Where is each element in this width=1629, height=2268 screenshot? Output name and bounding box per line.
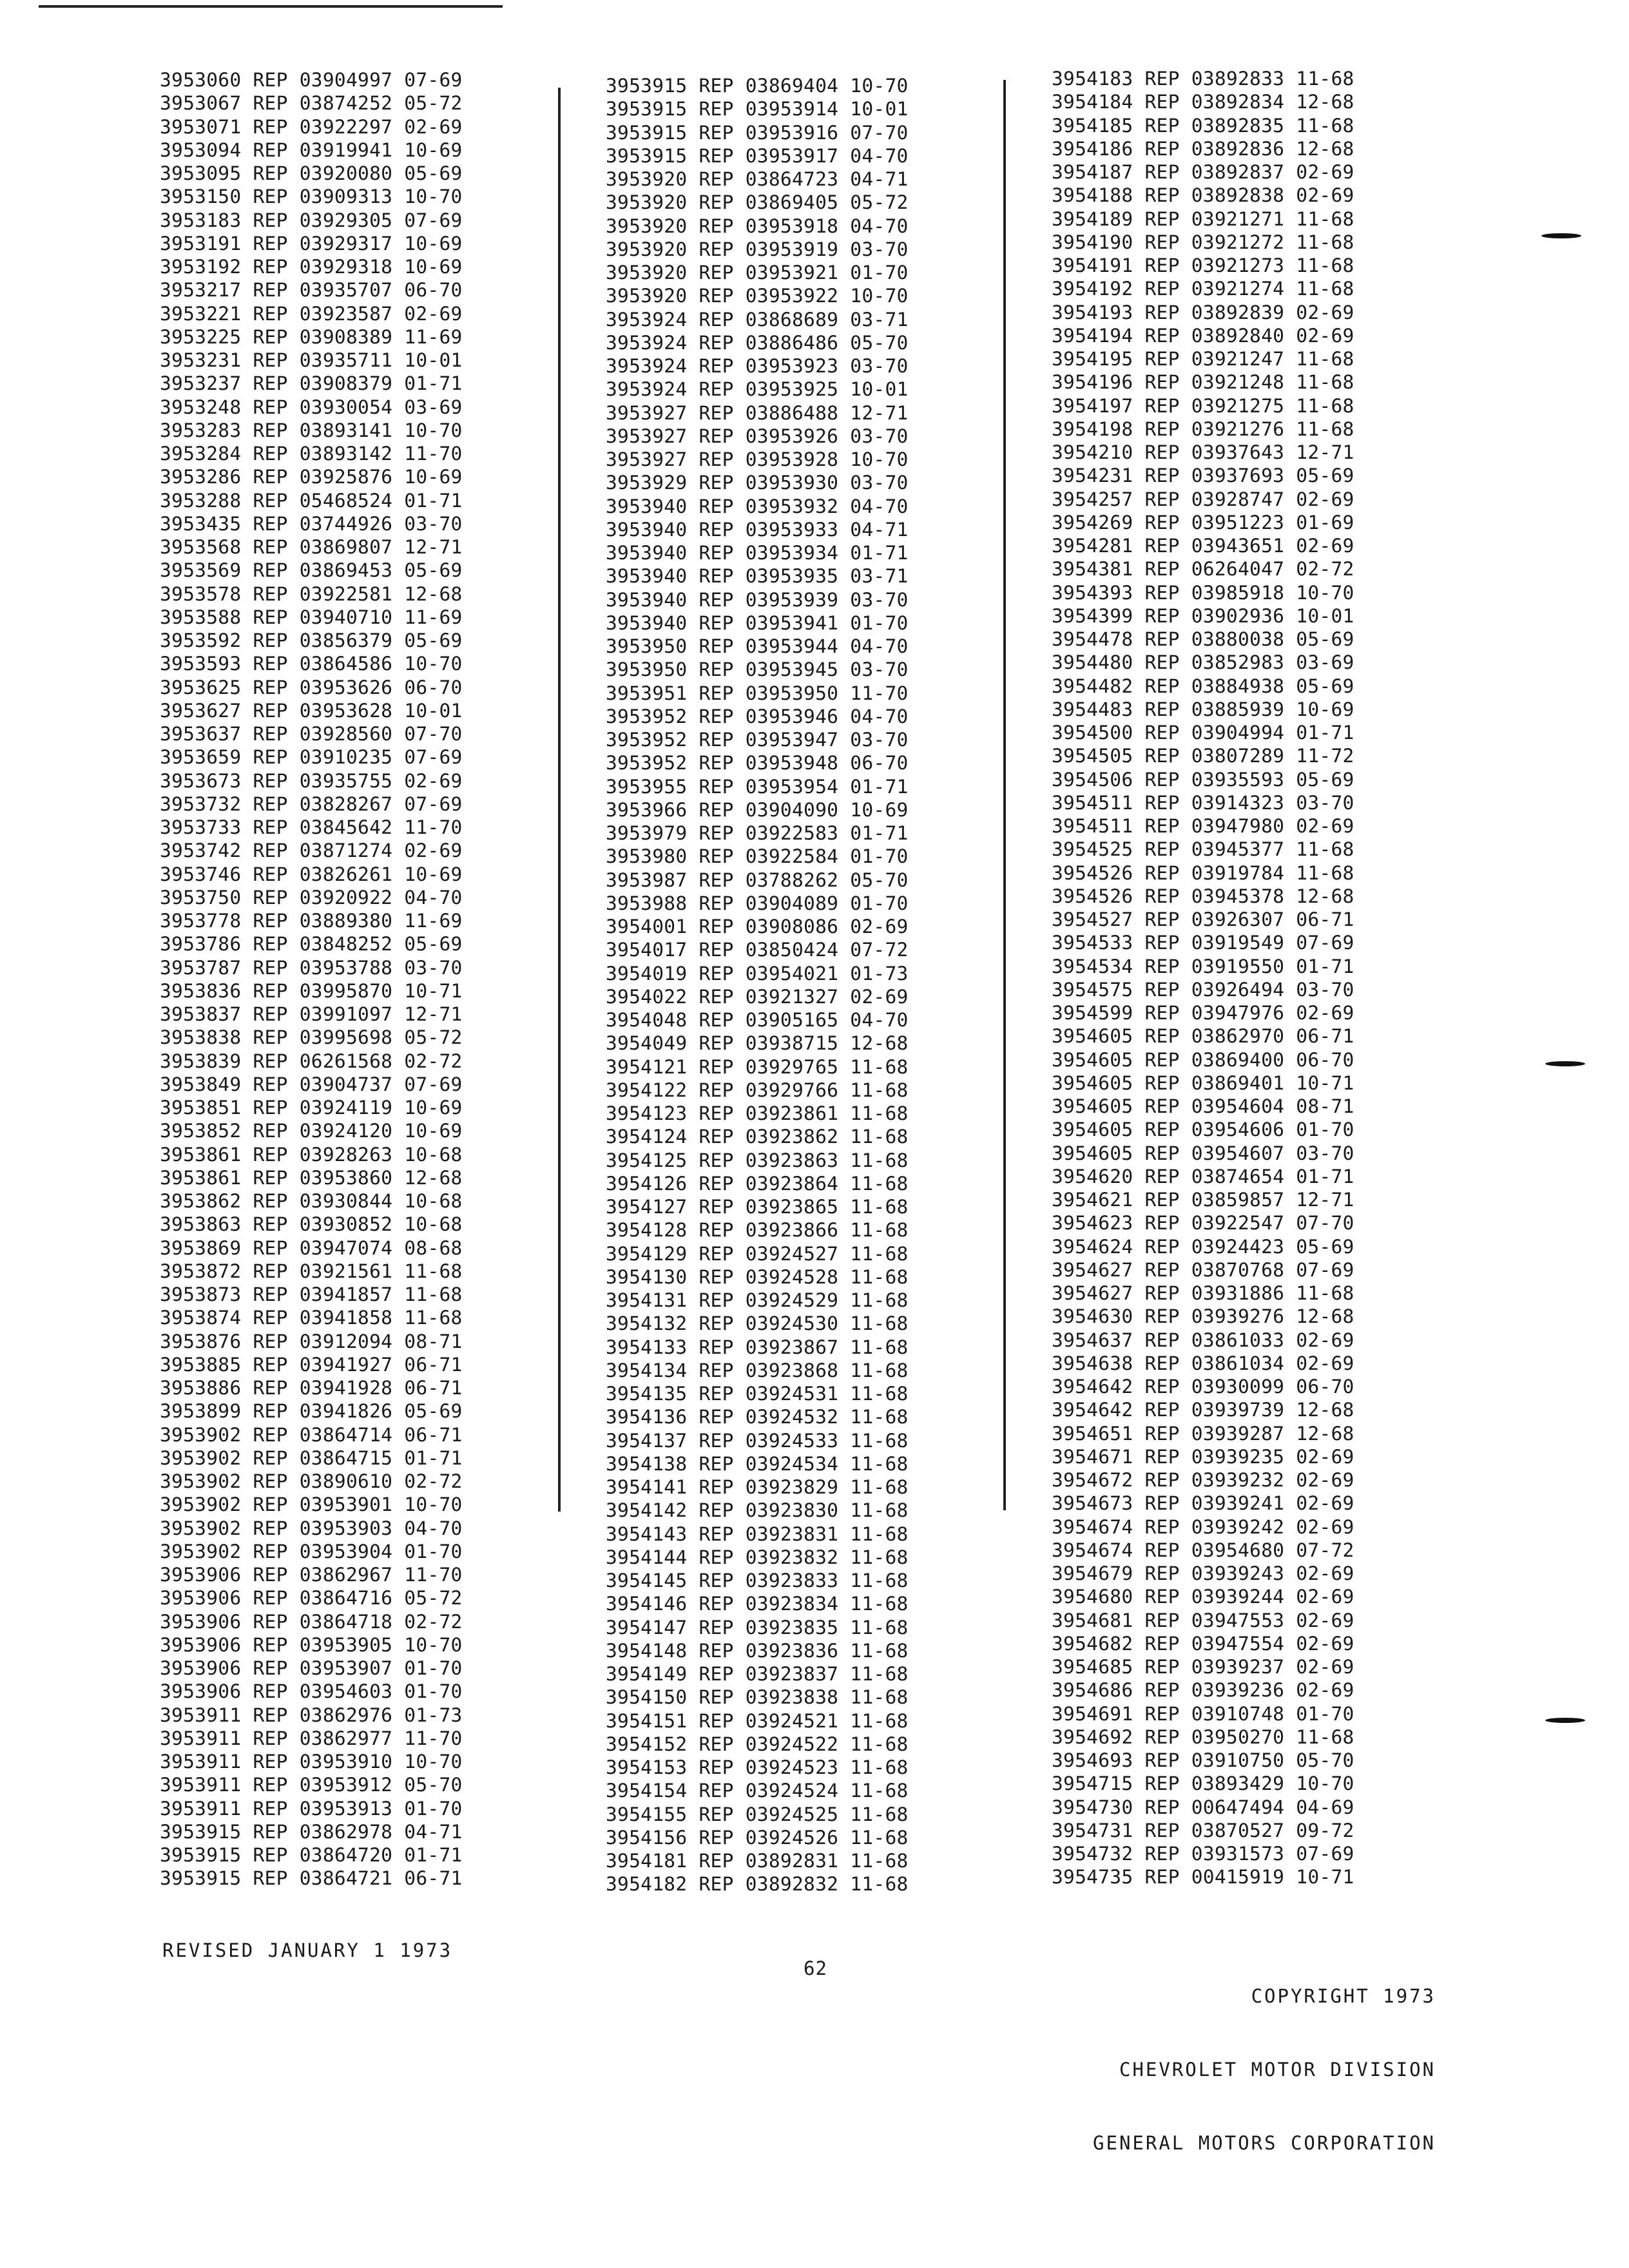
parts-entry: 3954122 REP 03929766 11-68 — [606, 1079, 909, 1101]
parts-entry: 3954715 REP 03893429 10-70 — [1052, 1773, 1354, 1795]
parts-entry: 3954149 REP 03923837 11-68 — [606, 1663, 909, 1685]
parts-entry: 3954144 REP 03923832 11-68 — [606, 1546, 909, 1568]
parts-entry: 3953906 REP 03864716 05-72 — [160, 1587, 463, 1610]
parts-entry: 3954197 REP 03921275 11-68 — [1052, 394, 1354, 417]
parts-entry: 3954017 REP 03850424 07-72 — [606, 939, 909, 961]
parts-entry: 3953288 REP 05468524 01-71 — [160, 489, 463, 512]
parts-entry: 3953955 REP 03953954 01-71 — [606, 775, 909, 798]
parts-entry: 3954506 REP 03935593 05-69 — [1052, 768, 1354, 791]
parts-entry: 3954685 REP 03939237 02-69 — [1052, 1656, 1354, 1678]
parts-entry: 3954399 REP 03902936 10-01 — [1052, 604, 1354, 627]
parts-entry: 3954680 REP 03939244 02-69 — [1052, 1586, 1354, 1608]
parts-entry: 3953284 REP 03893142 11-70 — [160, 443, 463, 465]
parts-entry: 3954133 REP 03923867 11-68 — [606, 1336, 909, 1358]
parts-entry: 3954257 REP 03928747 02-69 — [1052, 488, 1354, 510]
parts-entry: 3953915 REP 03953916 07-70 — [606, 121, 909, 144]
parts-entry: 3954152 REP 03924522 11-68 — [606, 1733, 909, 1755]
parts-entry: 3954605 REP 03862970 06-71 — [1052, 1025, 1354, 1048]
parts-entry: 3953911 REP 03953913 01-70 — [160, 1797, 463, 1820]
parts-entry: 3953940 REP 03953941 01-70 — [606, 611, 909, 634]
parts-entry: 3953906 REP 03953907 01-70 — [160, 1657, 463, 1679]
parts-entry: 3954141 REP 03923829 11-68 — [606, 1476, 909, 1498]
parts-entry: 3953625 REP 03953626 06-70 — [160, 676, 463, 698]
parts-entry: 3954126 REP 03923864 11-68 — [606, 1172, 909, 1195]
copyright-line: COPYRIGHT 1973 — [1251, 1985, 1436, 2007]
parts-entry: 3954281 REP 03943651 02-69 — [1052, 535, 1354, 557]
parts-entry: 3953094 REP 03919941 10-69 — [160, 139, 463, 161]
parts-entry: 3954642 REP 03930099 06-70 — [1052, 1376, 1354, 1398]
parts-entry: 3954192 REP 03921274 11-68 — [1052, 278, 1354, 300]
parts-entry: 3953750 REP 03920922 04-70 — [160, 886, 463, 908]
parts-entry: 3953286 REP 03925876 10-69 — [160, 466, 463, 488]
parts-entry: 3954623 REP 03922547 07-70 — [1052, 1212, 1354, 1235]
parts-entry: 3954184 REP 03892834 12-68 — [1052, 91, 1354, 113]
parts-entry: 3953902 REP 03953904 01-70 — [160, 1540, 463, 1562]
parts-entry: 3954193 REP 03892839 02-69 — [1052, 301, 1354, 323]
parts-entry: 3954627 REP 03870768 07-69 — [1052, 1258, 1354, 1281]
parts-entry: 3953637 REP 03928560 07-70 — [160, 723, 463, 745]
parts-entry: 3954135 REP 03924531 11-68 — [606, 1383, 909, 1405]
parts-entry: 3954155 REP 03924525 11-68 — [606, 1803, 909, 1825]
parts-entry: 3954132 REP 03924530 11-68 — [606, 1312, 909, 1335]
parts-entry: 3954131 REP 03924529 11-68 — [606, 1289, 909, 1311]
parts-entry: 3953435 REP 03744926 03-70 — [160, 512, 463, 535]
parts-entry: 3953902 REP 03953901 10-70 — [160, 1494, 463, 1516]
parts-entry: 3954151 REP 03924521 11-68 — [606, 1709, 909, 1732]
parts-entry: 3954525 REP 03945377 11-68 — [1052, 838, 1354, 861]
parts-entry: 3954731 REP 03870527 09-72 — [1052, 1819, 1354, 1841]
parts-entry: 3954393 REP 03985918 10-70 — [1052, 581, 1354, 604]
parts-entry: 3954673 REP 03939241 02-69 — [1052, 1492, 1354, 1515]
parts-entry: 3953732 REP 03828267 07-69 — [160, 793, 463, 815]
parts-entry: 3953920 REP 03869405 05-72 — [606, 191, 909, 214]
parts-entry: 3954186 REP 03892836 12-68 — [1052, 137, 1354, 160]
parts-entry: 3953836 REP 03995870 10-71 — [160, 979, 463, 1002]
parts-entry: 3954134 REP 03923868 11-68 — [606, 1359, 909, 1381]
parts-entry: 3953911 REP 03862976 01-73 — [160, 1704, 463, 1726]
parts-entry: 3954191 REP 03921273 11-68 — [1052, 255, 1354, 276]
parts-entry: 3953874 REP 03941858 11-68 — [160, 1307, 463, 1329]
parts-entry: 3954478 REP 03880038 05-69 — [1052, 628, 1354, 650]
parts-entry: 3953192 REP 03929318 10-69 — [160, 256, 463, 278]
parts-entry: 3954482 REP 03884938 05-69 — [1052, 675, 1354, 697]
parts-entry: 3954605 REP 03869400 06-70 — [1052, 1048, 1354, 1071]
parts-entry: 3954533 REP 03919549 07-69 — [1052, 932, 1354, 954]
parts-entry: 3953742 REP 03871274 02-69 — [160, 840, 463, 862]
parts-entry: 3953924 REP 03953925 10-01 — [606, 378, 909, 401]
parts-entry: 3954190 REP 03921272 11-68 — [1052, 231, 1354, 253]
parts-entry: 3953988 REP 03904089 01-70 — [606, 892, 909, 914]
parts-entry: 3954480 REP 03852983 03-69 — [1052, 651, 1354, 674]
parts-entry: 3954127 REP 03923865 11-68 — [606, 1196, 909, 1218]
parts-entry: 3954637 REP 03861033 02-69 — [1052, 1329, 1354, 1351]
parts-entry: 3953861 REP 03928263 10-68 — [160, 1143, 463, 1166]
parts-entry: 3953902 REP 03864714 06-71 — [160, 1423, 463, 1446]
parts-entry: 3954231 REP 03937693 05-69 — [1052, 465, 1354, 487]
parts-entry: 3953872 REP 03921561 11-68 — [160, 1260, 463, 1282]
parts-entry: 3954129 REP 03924527 11-68 — [606, 1242, 909, 1265]
parts-entry: 3953911 REP 03862977 11-70 — [160, 1727, 463, 1749]
parts-entry: 3954686 REP 03939236 02-69 — [1052, 1679, 1354, 1702]
parts-entry: 3954605 REP 03869401 10-71 — [1052, 1072, 1354, 1094]
parts-entry: 3954627 REP 03931886 11-68 — [1052, 1282, 1354, 1304]
parts-entry: 3954692 REP 03950270 11-68 — [1052, 1725, 1354, 1748]
parts-entry: 3954156 REP 03924526 11-68 — [606, 1826, 909, 1849]
parts-entry: 3953673 REP 03935755 02-69 — [160, 769, 463, 792]
parts-entry: 3954534 REP 03919550 01-71 — [1052, 955, 1354, 977]
parts-entry: 3954148 REP 03923836 11-68 — [606, 1639, 909, 1662]
parts-entry: 3953873 REP 03941857 11-68 — [160, 1283, 463, 1305]
parts-entry: 3953920 REP 03953918 04-70 — [606, 215, 909, 237]
parts-entry: 3954642 REP 03939739 12-68 — [1052, 1399, 1354, 1421]
parts-entry: 3954605 REP 03954604 08-71 — [1052, 1095, 1354, 1117]
parts-entry: 3953950 REP 03953945 03-70 — [606, 658, 909, 681]
parts-entry: 3953902 REP 03890610 02-72 — [160, 1470, 463, 1492]
parts-entry: 3954732 REP 03931573 07-69 — [1052, 1843, 1354, 1865]
parts-entry: 3954198 REP 03921276 11-68 — [1052, 418, 1354, 440]
parts-entry: 3954651 REP 03939287 12-68 — [1052, 1422, 1354, 1445]
parts-entry: 3954124 REP 03923862 11-68 — [606, 1126, 909, 1148]
parts-entry: 3954681 REP 03947553 02-69 — [1052, 1609, 1354, 1631]
parts-entry: 3954575 REP 03926494 03-70 — [1052, 978, 1354, 1001]
parts-entry: 3954671 REP 03939235 02-69 — [1052, 1445, 1354, 1468]
parts-entry: 3954143 REP 03923831 11-68 — [606, 1523, 909, 1545]
parts-entry: 3954130 REP 03924528 11-68 — [606, 1265, 909, 1288]
parts-entry: 3954210 REP 03937643 12-71 — [1052, 441, 1354, 463]
parts-entry: 3953869 REP 03947074 08-68 — [160, 1236, 463, 1259]
parts-entry: 3954145 REP 03923833 11-68 — [606, 1570, 909, 1591]
parts-entry: 3953979 REP 03922583 01-71 — [606, 822, 909, 844]
parts-entry: 3954691 REP 03910748 01-70 — [1052, 1702, 1354, 1725]
parts-entry: 3954196 REP 03921248 11-68 — [1052, 371, 1354, 394]
binding-mark — [1545, 1718, 1585, 1723]
parts-entry: 3954599 REP 03947976 02-69 — [1052, 1002, 1354, 1024]
parts-entry: 3953659 REP 03910235 07-69 — [160, 746, 463, 769]
parts-entry: 3954189 REP 03921271 11-68 — [1052, 207, 1354, 230]
parts-entry: 3953861 REP 03953860 12-68 — [160, 1166, 463, 1189]
copyright-notice — [1093, 1935, 1436, 2180]
parts-entry: 3954150 REP 03923838 11-68 — [606, 1686, 909, 1709]
parts-entry: 3953940 REP 03953932 04-70 — [606, 495, 909, 517]
parts-entry: 3953095 REP 03920080 05-69 — [160, 162, 463, 184]
parts-entry: 3954195 REP 03921247 11-68 — [1052, 348, 1354, 370]
parts-entry: 3953568 REP 03869807 12-71 — [160, 536, 463, 558]
parts-entry: 3953906 REP 03954603 01-70 — [160, 1680, 463, 1703]
parts-entry: 3953952 REP 03953947 03-70 — [606, 729, 909, 751]
parts-entry: 3953940 REP 03953939 03-70 — [606, 588, 909, 611]
parts-entry: 3953060 REP 03904997 07-69 — [160, 69, 463, 91]
parts-entry: 3953950 REP 03953944 04-70 — [606, 635, 909, 657]
parts-entry: 3953183 REP 03929305 07-69 — [160, 209, 463, 231]
column-divider — [1003, 80, 1006, 1510]
parts-entry: 3954679 REP 03939243 02-69 — [1052, 1562, 1354, 1584]
parts-entry: 3953876 REP 03912094 08-71 — [160, 1330, 463, 1352]
parts-entry: 3954735 REP 00415919 10-71 — [1052, 1866, 1354, 1888]
parts-column-1 — [160, 68, 553, 1890]
parts-entry: 3953852 REP 03924120 10-69 — [160, 1120, 463, 1142]
parts-entry: 3953863 REP 03930852 10-68 — [160, 1213, 463, 1236]
parts-entry: 3954674 REP 03939242 02-69 — [1052, 1515, 1354, 1538]
column-divider — [558, 88, 561, 1512]
copyright-line: GENERAL MOTORS CORPORATION — [1093, 2132, 1436, 2154]
parts-entry: 3953952 REP 03953946 04-70 — [606, 705, 909, 727]
parts-entry: 3953915 REP 03864721 06-71 — [160, 1867, 463, 1890]
parts-entry: 3953920 REP 03953922 10-70 — [606, 285, 909, 307]
parts-entry: 3954183 REP 03892833 11-68 — [1052, 68, 1354, 90]
parts-entry: 3953849 REP 03904737 07-69 — [160, 1073, 463, 1095]
parts-entry: 3953838 REP 03995698 05-72 — [160, 1026, 463, 1049]
page-number: 62 — [804, 1957, 827, 1979]
parts-entry: 3953837 REP 03991097 12-71 — [160, 1003, 463, 1025]
parts-entry: 3954527 REP 03926307 06-71 — [1052, 908, 1354, 930]
parts-entry: 3954188 REP 03892838 02-69 — [1052, 184, 1354, 207]
parts-entry: 3953927 REP 03953926 03-70 — [606, 425, 909, 447]
parts-entry: 3953217 REP 03935707 06-70 — [160, 279, 463, 302]
parts-entry: 3953786 REP 03848252 05-69 — [160, 933, 463, 956]
parts-entry: 3953952 REP 03953948 06-70 — [606, 752, 909, 774]
parts-entry: 3954138 REP 03924534 11-68 — [606, 1452, 909, 1475]
parts-entry: 3953221 REP 03923587 02-69 — [160, 302, 463, 325]
parts-entry: 3953862 REP 03930844 10-68 — [160, 1190, 463, 1212]
parts-entry: 3953067 REP 03874252 05-72 — [160, 92, 463, 115]
parts-entry: 3953885 REP 03941927 06-71 — [160, 1353, 463, 1376]
parts-entry: 3953920 REP 03953919 03-70 — [606, 238, 909, 260]
parts-entry: 3953899 REP 03941826 05-69 — [160, 1400, 463, 1423]
parts-entry: 3953915 REP 03869404 10-70 — [606, 75, 909, 97]
parts-entry: 3954048 REP 03905165 04-70 — [606, 1009, 909, 1031]
parts-entry: 3954194 REP 03892840 02-69 — [1052, 324, 1354, 347]
parts-entry: 3953902 REP 03953903 04-70 — [160, 1517, 463, 1539]
parts-entry: 3953569 REP 03869453 05-69 — [160, 559, 463, 582]
parts-entry: 3953902 REP 03864715 01-71 — [160, 1446, 463, 1469]
parts-entry: 3953915 REP 03953917 04-70 — [606, 144, 909, 167]
parts-entry: 3953911 REP 03953910 10-70 — [160, 1751, 463, 1773]
parts-entry: 3954605 REP 03954607 03-70 — [1052, 1142, 1354, 1164]
parts-entry: 3954674 REP 03954680 07-72 — [1052, 1539, 1354, 1561]
parts-entry: 3954019 REP 03954021 01-73 — [606, 962, 909, 985]
parts-entry: 3953746 REP 03826261 10-69 — [160, 863, 463, 885]
parts-entry: 3953915 REP 03862978 04-71 — [160, 1820, 463, 1843]
parts-entry: 3953924 REP 03953923 03-70 — [606, 355, 909, 377]
parts-entry: 3954381 REP 06264047 02-72 — [1052, 558, 1354, 581]
parts-entry: 3953906 REP 03862967 11-70 — [160, 1564, 463, 1586]
parts-entry: 3954154 REP 03924524 11-68 — [606, 1780, 909, 1802]
parts-entry: 3954049 REP 03938715 12-68 — [606, 1032, 909, 1055]
parts-entry: 3954500 REP 03904994 01-71 — [1052, 722, 1354, 744]
parts-entry: 3953915 REP 03953914 10-01 — [606, 98, 909, 120]
parts-entry: 3953851 REP 03924119 10-69 — [160, 1097, 463, 1119]
parts-entry: 3954483 REP 03885939 10-69 — [1052, 698, 1354, 720]
parts-entry: 3954147 REP 03923835 11-68 — [606, 1616, 909, 1639]
parts-entry: 3954153 REP 03924523 11-68 — [606, 1756, 909, 1778]
parts-entry: 3953929 REP 03953930 03-70 — [606, 472, 909, 494]
parts-entry: 3954137 REP 03924533 11-68 — [606, 1429, 909, 1452]
parts-entry: 3953920 REP 03953921 01-70 — [606, 262, 909, 284]
parts-entry: 3953283 REP 03893141 10-70 — [160, 419, 463, 441]
parts-entry: 3954620 REP 03874654 01-71 — [1052, 1165, 1354, 1187]
parts-entry: 3953733 REP 03845642 11-70 — [160, 816, 463, 838]
parts-entry: 3954621 REP 03859857 12-71 — [1052, 1189, 1354, 1211]
parts-entry: 3954121 REP 03929765 11-68 — [606, 1055, 909, 1078]
parts-entry: 3954185 REP 03892835 11-68 — [1052, 114, 1354, 137]
parts-entry: 3953627 REP 03953628 10-01 — [160, 699, 463, 722]
top-rule — [39, 5, 503, 8]
parts-entry: 3953911 REP 03953912 05-70 — [160, 1774, 463, 1796]
parts-entry: 3953915 REP 03864720 01-71 — [160, 1844, 463, 1866]
binding-mark — [1545, 1061, 1585, 1066]
parts-entry: 3953071 REP 03922297 02-69 — [160, 115, 463, 138]
parts-entry: 3953924 REP 03886486 05-70 — [606, 331, 909, 354]
parts-entry: 3954605 REP 03954606 01-70 — [1052, 1119, 1354, 1141]
parts-entry: 3953940 REP 03953934 01-71 — [606, 542, 909, 564]
parts-entry: 3953927 REP 03953928 10-70 — [606, 448, 909, 470]
parts-entry: 3954638 REP 03861034 02-69 — [1052, 1352, 1354, 1374]
parts-entry: 3953940 REP 03953935 03-71 — [606, 565, 909, 588]
parts-entry: 3954187 REP 03892837 02-69 — [1052, 161, 1354, 183]
parts-entry: 3953231 REP 03935711 10-01 — [160, 349, 463, 371]
parts-entry: 3953906 REP 03864718 02-72 — [160, 1610, 463, 1633]
parts-entry: 3953150 REP 03909313 10-70 — [160, 186, 463, 208]
parts-entry: 3953588 REP 03940710 11-69 — [160, 606, 463, 628]
parts-entry: 3953920 REP 03864723 04-71 — [606, 168, 909, 190]
parts-entry: 3953225 REP 03908389 11-69 — [160, 325, 463, 348]
parts-entry: 3954526 REP 03945378 12-68 — [1052, 885, 1354, 907]
parts-entry: 3953987 REP 03788262 05-70 — [606, 869, 909, 891]
parts-column-2 — [606, 74, 999, 1896]
parts-entry: 3953778 REP 03889380 11-69 — [160, 910, 463, 932]
parts-entry: 3953592 REP 03856379 05-69 — [160, 629, 463, 651]
parts-entry: 3953924 REP 03868689 03-71 — [606, 308, 909, 331]
parts-entry: 3954001 REP 03908086 02-69 — [606, 916, 909, 937]
parts-entry: 3954526 REP 03919784 11-68 — [1052, 861, 1354, 884]
parts-entry: 3954146 REP 03923834 11-68 — [606, 1593, 909, 1615]
parts-entry: 3953966 REP 03904090 10-69 — [606, 798, 909, 821]
parts-entry: 3954181 REP 03892831 11-68 — [606, 1850, 909, 1872]
parts-entry: 3953980 REP 03922584 01-70 — [606, 845, 909, 868]
parts-entry: 3954136 REP 03924532 11-68 — [606, 1406, 909, 1428]
parts-entry: 3954672 REP 03939232 02-69 — [1052, 1469, 1354, 1491]
parts-entry: 3954630 REP 03939276 12-68 — [1052, 1305, 1354, 1328]
parts-entry: 3954505 REP 03807289 11-72 — [1052, 745, 1354, 767]
parts-entry: 3954624 REP 03924423 05-69 — [1052, 1235, 1354, 1258]
parts-entry: 3953237 REP 03908379 01-71 — [160, 372, 463, 395]
parts-entry: 3953839 REP 06261568 02-72 — [160, 1050, 463, 1072]
parts-entry: 3954022 REP 03921327 02-69 — [606, 985, 909, 1008]
parts-entry: 3953951 REP 03953950 11-70 — [606, 682, 909, 704]
parts-entry: 3953787 REP 03953788 03-70 — [160, 956, 463, 979]
parts-entry: 3953886 REP 03941928 06-71 — [160, 1377, 463, 1399]
parts-entry: 3954682 REP 03947554 02-69 — [1052, 1632, 1354, 1655]
parts-entry: 3953248 REP 03930054 03-69 — [160, 396, 463, 418]
parts-entry: 3954730 REP 00647494 04-69 — [1052, 1796, 1354, 1818]
binding-mark — [1541, 233, 1581, 238]
parts-entry: 3954123 REP 03923861 11-68 — [606, 1102, 909, 1124]
parts-entry: 3953927 REP 03886488 12-71 — [606, 401, 909, 424]
parts-column-3 — [1052, 67, 1445, 1889]
parts-entry: 3954693 REP 03910750 05-70 — [1052, 1749, 1354, 1771]
parts-entry: 3954182 REP 03892832 11-68 — [606, 1873, 909, 1896]
parts-entry: 3954128 REP 03923866 11-68 — [606, 1219, 909, 1242]
parts-entry: 3953191 REP 03929317 10-69 — [160, 232, 463, 255]
revision-date: REVISED JANUARY 1 1973 — [162, 1939, 453, 1961]
parts-entry: 3954125 REP 03923863 11-68 — [606, 1149, 909, 1171]
parts-entry: 3954269 REP 03951223 01-69 — [1052, 511, 1354, 533]
parts-entry: 3954511 REP 03914323 03-70 — [1052, 791, 1354, 814]
parts-entry: 3953906 REP 03953905 10-70 — [160, 1633, 463, 1656]
copyright-line: CHEVROLET MOTOR DIVISION — [1119, 2059, 1436, 2081]
parts-entry: 3953940 REP 03953933 04-71 — [606, 518, 909, 541]
parts-entry: 3954142 REP 03923830 11-68 — [606, 1499, 909, 1522]
parts-entry: 3954511 REP 03947980 02-69 — [1052, 815, 1354, 837]
parts-entry: 3953593 REP 03864586 10-70 — [160, 653, 463, 675]
parts-entry: 3953578 REP 03922581 12-68 — [160, 582, 463, 605]
